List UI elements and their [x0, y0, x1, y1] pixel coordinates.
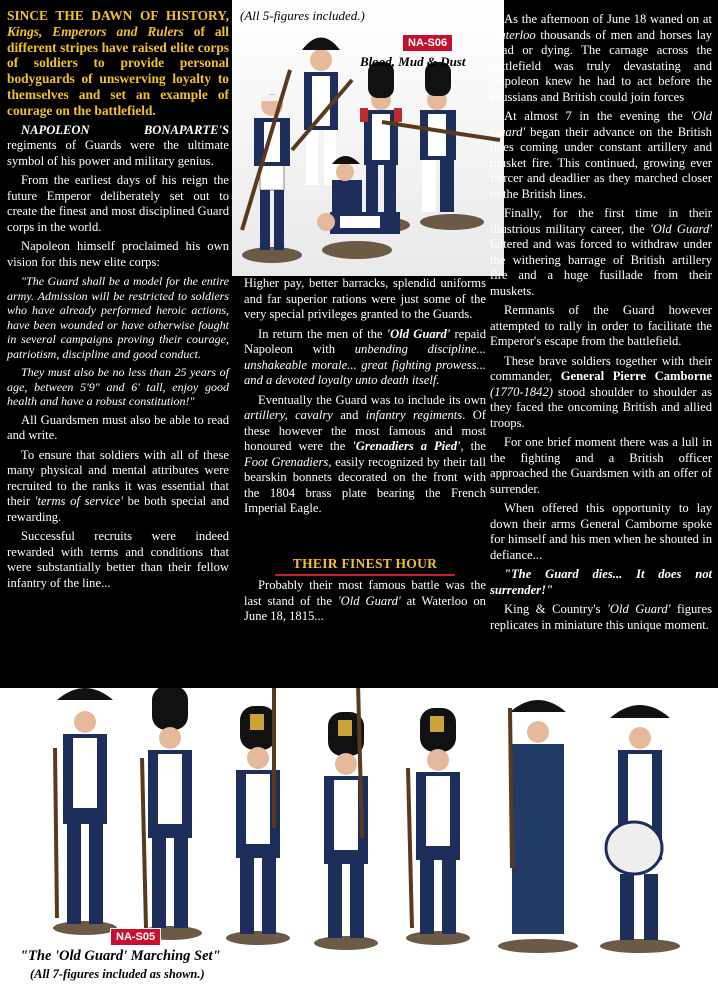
col2-p3-a: Eventually the Guard was to include its own: [258, 392, 486, 407]
col3-paragraph-1: [490, 12, 712, 105]
col2-p4-a: Probably their most famous battle was the last stand of the: [244, 578, 486, 608]
col1-paragraph-2: From the earliest days of his reign the future Emperor deliberately set out to create the finest and most disciplined Guard corps in the world.: [7, 173, 229, 234]
col3-paragraph-3: [490, 206, 712, 299]
col2-p3-f: 'Grenadiers a Pied': [352, 439, 461, 453]
col1-paragraph-3: Napoleon himself proclaimed his own vision for this new elite corps:: [7, 239, 229, 269]
column-3: [490, 12, 712, 637]
napoleon-quote-2: They must also be no less than 25 years of age, between 5'9" and 6' tall, enjoy good health and have a robust constitution!": [7, 365, 229, 409]
top-photo-badge: NA-S06: [402, 34, 453, 52]
general-dates: (1770-1842): [490, 384, 553, 399]
general-name: General Pierre Camborne: [560, 369, 712, 383]
col1-paragraph-5: [7, 448, 229, 526]
col2-paragraph-2: [244, 327, 486, 389]
bottom-photo-badge: NA-S05: [110, 928, 161, 946]
lead-paragraph: [7, 8, 229, 119]
col3-paragraph-2: [490, 109, 712, 202]
col2-paragraph-4: [244, 578, 486, 625]
col3-paragraph-6: For one brief moment there was a lull in the fighting and a British officer approached the Guardsmen with an offer of surrender.: [490, 435, 712, 496]
col2-p3-b: artillery, cavalry: [244, 408, 333, 422]
col1-p1-text: regiments of Guards were the ultimate symbol of his power and military genius.: [7, 138, 229, 168]
lead-text-b: Kings, Emperors and Rulers: [7, 23, 184, 39]
col1-paragraph-6: Successful recruits were indeed rewarded with terms and conditions that were substantially better than their fellow infantry of the line...: [7, 529, 229, 590]
col1-paragraph-4: All Guardsmen must also be able to read and write.: [7, 412, 229, 443]
napoleon-quote-1: "The Guard shall be a model for the entire army. Admission will be restricted to soldiers who have already performed heroic actions, have been wounded or have otherwise fought in several campaigns proving their courage, patriotism, discipline and good conduct.: [7, 274, 229, 361]
col1-p5-c: be both special and rewarding.: [7, 494, 230, 524]
top-photo: [232, 0, 504, 276]
col3-p9-a: King & Country's: [504, 602, 601, 616]
col3-p2-a: At almost 7 in the evening the: [504, 109, 683, 123]
col1-p5-b: 'terms of service': [34, 494, 123, 509]
napoleon-name: NAPOLEON BONAPARTE'S: [21, 122, 229, 137]
bottom-photo: [0, 688, 718, 1000]
col2-p2-b: 'Old Guard': [386, 326, 451, 341]
col3-p1-a: As the afternoon of June 18 waned on at: [504, 12, 712, 26]
lead-text-a: SINCE THE DAWN OF HISTORY,: [7, 8, 229, 23]
col3-p5-d: stood shoulder to shoulder as they faced the oncoming British and allied troops.: [490, 384, 712, 430]
col2-p4-b: 'Old Guard': [337, 593, 401, 608]
col2-p3-c: and: [340, 408, 359, 422]
col3-paragraph-9: [490, 602, 712, 633]
col3-p2-c: began their advance on the British lines coming under constant artillery and musket fire. This continued, growing ever fiercer and deadlier as they marched closer to the British lines.: [490, 124, 712, 201]
bottom-photo-included: (All 7-figures included as shown.): [30, 967, 205, 981]
col3-paragraph-4: Remnants of the Guard however attempted to rally in order to facilitate the Emperor's escape from the battlefield.: [490, 303, 712, 348]
col3-p5-a: These brave soldiers together with their commander,: [490, 353, 712, 383]
section-heading: THEIR FINEST HOUR: [244, 556, 486, 576]
col3-p3-c: faltered and was forced to withdraw under the withering barrage of British artillery fire and a huge fusillade from their muskets.: [490, 237, 712, 298]
camborne-quote: "The Guard dies... It does not surrender!": [490, 567, 712, 597]
bottom-photo-title: "The 'Old Guard' Marching Set": [20, 948, 221, 964]
col2-p3-h: Foot Grenadiers: [244, 454, 329, 469]
col2-p4-c: at Waterloo on June 18, 1815...: [244, 593, 486, 623]
col3-p1-b: Waterloo: [490, 27, 536, 42]
lead-text-c: of all different stripes have raised elite corps of soldiers to provide personal bodyguards of unswerving loyalty to themselves and set an example of courage on the battlefield.: [7, 23, 230, 118]
column-1: [7, 8, 229, 595]
column-2: [244, 276, 486, 521]
skirmish-figures-illustration: [232, 0, 504, 276]
col3-p3-b: 'Old Guard': [650, 221, 712, 236]
top-photo-included: (All 5-figures included.): [240, 8, 365, 23]
col1-p5-a: To ensure that soldiers with all of these many physical and mental attributes were recruited to the ranks it was essential that their: [7, 447, 229, 509]
top-photo-title: Blood, Mud & Dust: [360, 54, 466, 69]
col2-paragraph-1: Higher pay, better barracks, splendid uniforms and far superior rations were just some of the very special privileges granted to the Guards.: [244, 276, 486, 321]
col2-p3-e: . Of these however the most famous and most honoured were the: [244, 408, 486, 453]
col3-p1-c: thousands of men and horses lay dead or dying. The carnage across the battlefield was truly devastating and Napoleon knew he had to act before the Prussians and British could join forces: [490, 27, 712, 104]
col2-p2-d: unbending discipline... unshakeable morale... great fighting prowess... and a devoted loyalty unto death itself.: [244, 342, 486, 387]
col3-paragraph-7: When offered this opportunity to lay down their arms General Camborne spoke for himself and his men when he shouted in defiance...: [490, 501, 712, 562]
col2-paragraph-3: [244, 393, 486, 517]
col3-paragraph-5: [490, 354, 712, 432]
col3-p3-a: Finally, for the first time in their illustrious military career, the: [490, 206, 712, 236]
col1-paragraph-1: [7, 123, 229, 170]
col2-p3-d: infantry regiments: [365, 408, 463, 422]
col3-p9-b: 'Old Guard': [607, 602, 671, 616]
col2-p2-a: In return the men of the: [258, 326, 383, 341]
col2-p3-i: , easily recognized by their tall bearskin bonnets decorated on the front with the 1804 brass plate bearing the French Imperial Eagle.: [244, 454, 487, 515]
col2-p3-g: , the: [460, 439, 486, 453]
col3-p2-b: 'Old Guard': [490, 109, 713, 139]
column-2-lower: [244, 578, 486, 629]
col3-p9-c: figures replicates in miniature this unique moment.: [490, 602, 712, 632]
col2-p2-c: repaid Napoleon with: [244, 326, 486, 356]
